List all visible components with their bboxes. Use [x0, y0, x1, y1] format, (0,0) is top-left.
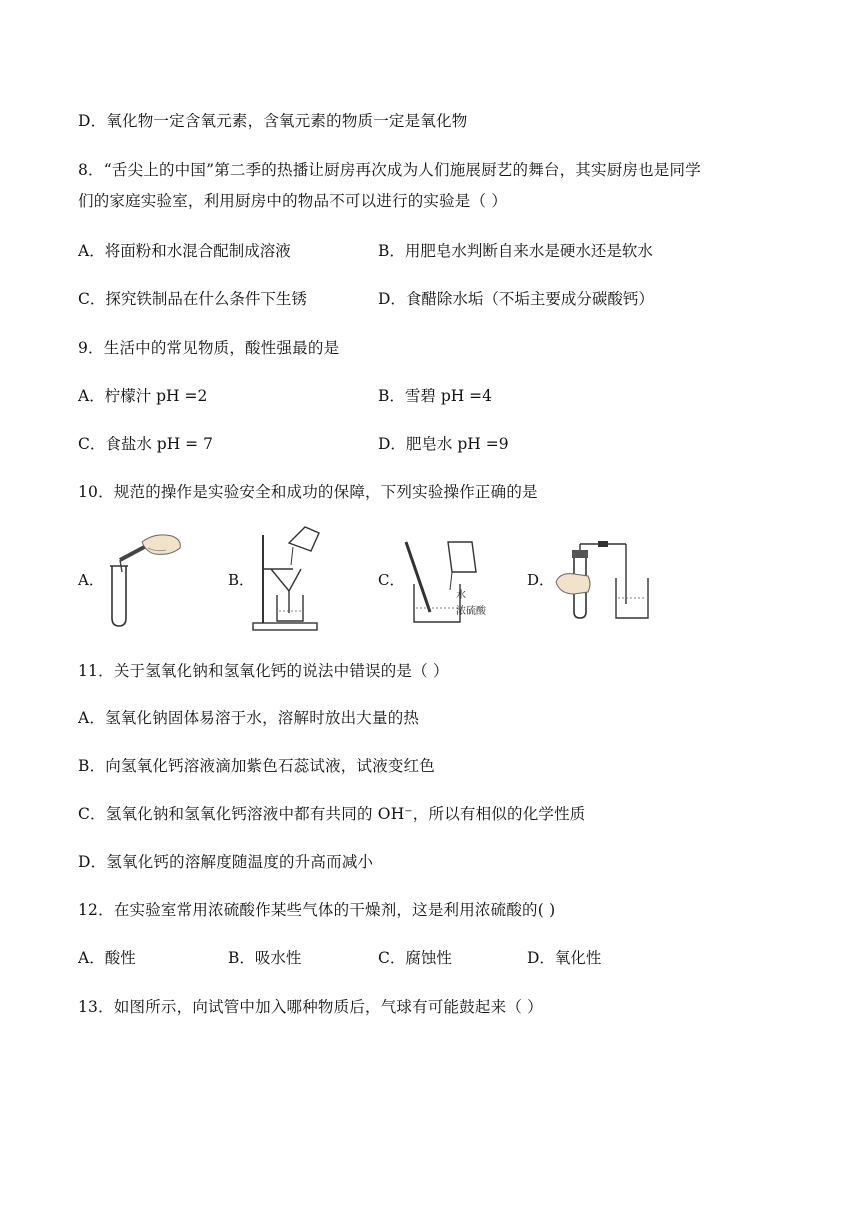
- q11-option-d: D．氢氧化钙的溶解度随温度的升高而减小: [78, 853, 374, 871]
- q7-option-d: D．氧化物一定含氧元素，含氧元素的物质一定是氧化物: [78, 112, 468, 130]
- q10-label-c: C．: [378, 571, 405, 589]
- q8-stem-line2: 们的家庭实验室，利用厨房中的物品不可以进行的实验是（ ）: [78, 192, 508, 210]
- q9-stem: 9．生活中的常见物质，酸性强最的是: [78, 339, 340, 357]
- q13-stem: 13．如图所示，向试管中加入哪种物质后，气球有可能鼓起来（ ）: [78, 998, 543, 1016]
- q10-figure-a: [100, 530, 185, 630]
- q8-option-a: A．将面粉和水混合配制成溶液: [78, 242, 291, 260]
- q8-option-b: B．用肥皂水判断自来水是硬水还是软水: [378, 242, 653, 260]
- q12-stem: 12．在实验室常用浓硫酸作某些气体的干燥剂，这是利用浓硫酸的( ): [78, 901, 556, 919]
- q12-option-a: A．酸性: [78, 949, 136, 967]
- q8-option-c: C．探究铁制品在什么条件下生锈: [78, 290, 307, 308]
- q10-label-b: B．: [228, 571, 255, 589]
- q10-label-d: D．: [527, 571, 555, 589]
- q10-figure-b: [245, 525, 335, 635]
- q12-option-b: B．吸水性: [228, 949, 302, 967]
- q10-figure-c-acid-label: 浓硫酸: [456, 606, 486, 617]
- q9-option-a: A．柠檬汁 pH =2: [78, 387, 208, 405]
- q10-figure-c: [400, 538, 500, 628]
- q11-stem: 11．关于氢氧化钠和氢氧化钙的说法中错误的是（ ）: [78, 662, 449, 680]
- q8-option-d: D．食醋除水垢（不垢主要成分碳酸钙）: [378, 290, 654, 308]
- q12-option-d: D．氧化性: [527, 949, 602, 967]
- q8-stem-line1: 8．“舌尖上的中国”第二季的热播让厨房再次成为人们施展厨艺的舞台，其实厨房也是同学: [78, 161, 701, 179]
- q11-option-b: B．向氢氧化钙溶液滴加紫色石蕊试液，试液变红色: [78, 757, 435, 775]
- q10-figure-c-water-label: 水: [456, 590, 466, 601]
- q9-option-d: D．肥皂水 pH =9: [378, 435, 509, 453]
- q10-stem: 10．规范的操作是实验安全和成功的保障，下列实验操作正确的是: [78, 483, 538, 501]
- q9-option-c: C．食盐水 pH = 7: [78, 435, 213, 453]
- q9-option-b: B．雪碧 pH =4: [378, 387, 493, 405]
- q11-option-a: A．氢氧化钠固体易溶于水，溶解时放出大量的热: [78, 709, 420, 727]
- q12-option-c: C．腐蚀性: [378, 949, 452, 967]
- q11-option-c: C．氢氧化钠和氢氧化钙溶液中都有共同的 OH⁻，所以有相似的化学性质: [78, 805, 586, 823]
- q10-label-a: A．: [78, 571, 104, 589]
- q10-figure-d: [548, 538, 658, 623]
